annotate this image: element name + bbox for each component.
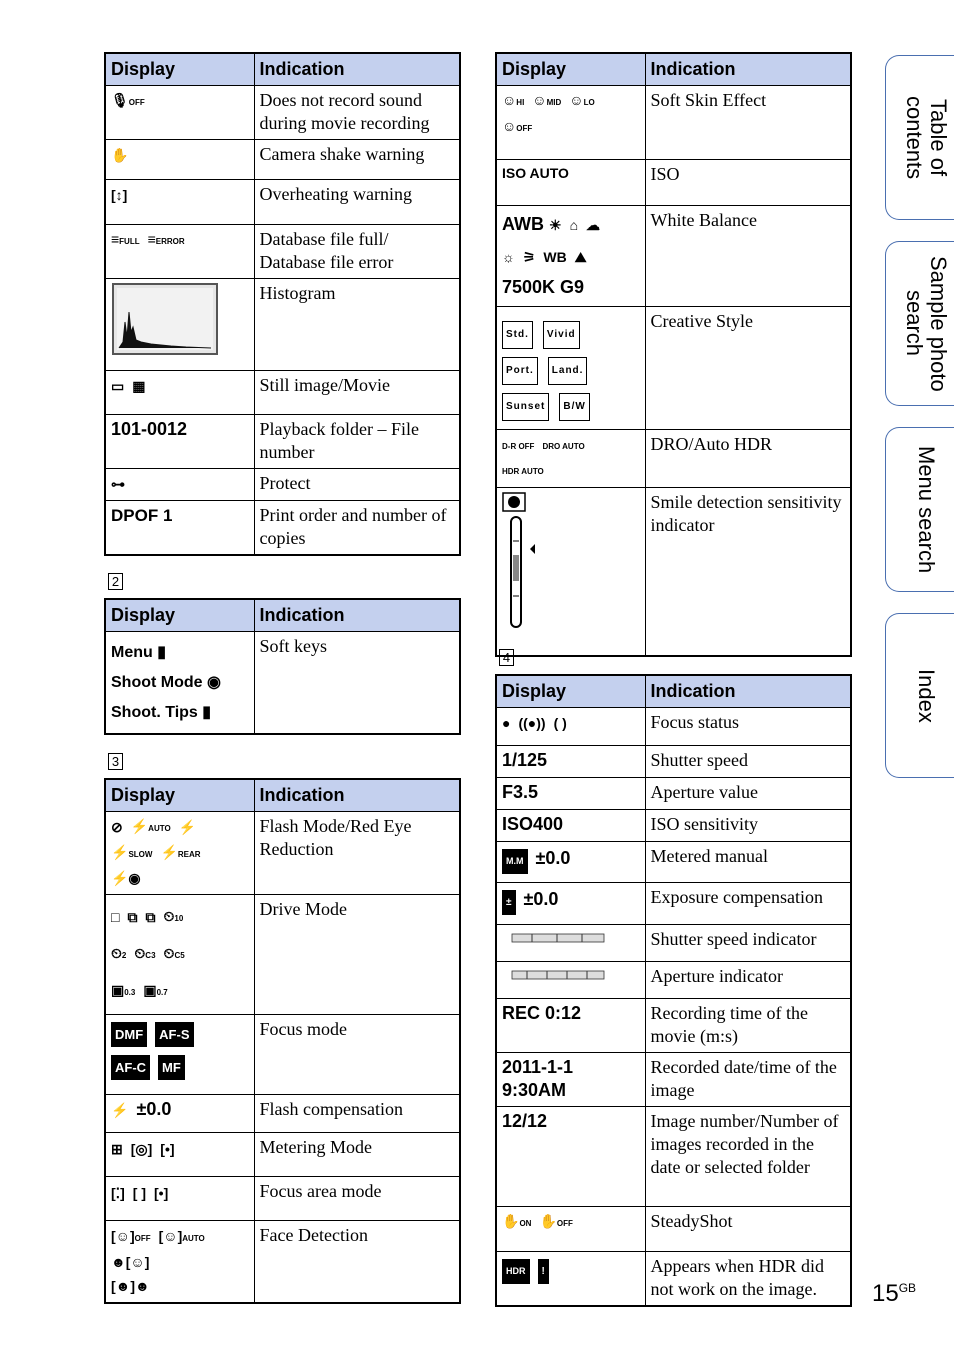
- table-row: REC 0:12 Recording time of the movie (m:s): [496, 999, 851, 1053]
- protect-key-icon: ⊶: [111, 476, 125, 493]
- table-row: Aperture indicator: [496, 962, 851, 999]
- focus-area-flexible-icon: [•]: [154, 1184, 169, 1201]
- exposure-compensation-icon: ±: [502, 890, 516, 915]
- continuous-icon: ⧉: [127, 909, 138, 925]
- tab-sample-photo-search[interactable]: Sample photo search: [885, 241, 954, 406]
- table-row: DMF AF-S AF-C MF Focus mode: [105, 1015, 460, 1095]
- table-row: □ ⧉ ⧉ ⏲10 ⏲2 ⏲C3 ⏲C5 ▣0.3 ▣0.7 Drive Mode: [105, 895, 460, 1015]
- table-shooting-settings: Display Indication ⊘ ⚡AUTO ⚡⚡SLOW ⚡REAR ⚡◉ Flash Mode/Red Eye Reduction □ ⧉ ⧉ ⏲10 ⏲2 ⏲C3 ⏲C5 ▣0.3 ▣0.7 Drive Mode DMF AF-S AF-C MF Focus mode ⚡ ±0.0 Flash compensation ⊞ [◎] [•] Metering Mode [⁚] [ ] [•] Focus area mode [☺]OFF [☺]AUTO☻[☺] [☻]☻ Face Detection: [104, 778, 461, 1304]
- folder-icon: ▭: [111, 378, 125, 395]
- focus-continuous-icon: ((●)): [518, 715, 546, 732]
- red-eye-icon: ⚡◉: [111, 870, 141, 887]
- table-row: Std. Vivid Port. Land. Sunset B/W Creative Style: [496, 306, 851, 429]
- flash-fill-icon: ⚡: [178, 819, 197, 836]
- dro-auto-icon: DRO AUTO: [542, 441, 585, 451]
- col-indication: Indication: [254, 53, 460, 86]
- flash-slow-icon: ⚡SLOW: [111, 843, 153, 860]
- table-row: [☺]OFF [☺]AUTO☻[☺] [☻]☻ Face Detection: [105, 1221, 460, 1304]
- focus-tracking-icon: ( ): [553, 715, 567, 732]
- table-row: 🎙OFF Does not record sound during movie recording: [105, 86, 460, 140]
- table-row: ▭ ▦ Still image/Movie: [105, 371, 460, 415]
- table-row: D-R OFF DRO AUTOHDR AUTO DRO/Auto HDR: [496, 429, 851, 488]
- self-timer-2-icon: ⏲2: [111, 944, 127, 961]
- bracket-03-icon: ▣0.3: [111, 982, 136, 999]
- table-row: 1/125 Shutter speed: [496, 746, 851, 778]
- table-row: HDR ! Appears when HDR did not work on the image.: [496, 1252, 851, 1307]
- table-row: ☺HI ☺MID ☺LO ☺OFF Soft Skin Effect: [496, 86, 851, 160]
- focus-mf: MF: [158, 1055, 185, 1080]
- flash-compensation-icon: ⚡: [111, 1102, 129, 1118]
- soft-skin-hi-icon: ☺HI: [502, 92, 525, 109]
- metered-manual-icon: M.M: [502, 849, 528, 874]
- wb-value: 7500K G9: [502, 276, 585, 297]
- table-row: ISO400 ISO sensitivity: [496, 810, 851, 842]
- soft-skin-mid-icon: ☺MID: [532, 92, 562, 109]
- table-playback-indicators: [104, 52, 461, 556]
- table-row: Shutter speed indicator: [496, 925, 851, 962]
- focus-area-multi-icon: [⁚]: [111, 1184, 125, 1201]
- speed-priority-icon: ⧉: [145, 909, 156, 925]
- hdr-warning-icon: HDR: [502, 1259, 530, 1284]
- dro-off-icon: D-R OFF: [502, 441, 535, 451]
- database-error-icon: ≡ERROR: [147, 231, 185, 248]
- table-row: Menu ▮ Shoot Mode ◉ Shoot. Tips ▮ Soft keys: [105, 632, 460, 734]
- table-row: 101-0012 Playback folder – File number: [105, 415, 460, 469]
- hdr-auto-icon: HDR AUTO: [502, 467, 544, 477]
- table-row: ⚡ ±0.0 Flash compensation: [105, 1095, 460, 1133]
- table-row: M.M ±0.0 Metered manual: [496, 842, 851, 883]
- style-sunset: Sunset: [502, 393, 549, 421]
- focus-dmf: DMF: [111, 1022, 147, 1047]
- softkey-shoot-tips: Shoot. Tips ▮: [111, 704, 212, 721]
- style-vivid: Vivid: [543, 321, 580, 349]
- single-shot-icon: □: [111, 909, 120, 925]
- table-row: ≡FULL ≡ERROR Database file full/ Database file error: [105, 225, 460, 279]
- tab-table-of-contents[interactable]: Table of contents: [885, 55, 954, 220]
- metering-spot-icon: [•]: [160, 1140, 175, 1157]
- awb-label: AWB: [502, 214, 544, 234]
- fluorescent-icon: ⚞: [522, 248, 536, 265]
- self-timer-c3-icon: ⏲C3: [134, 944, 156, 961]
- metering-multi-icon: ⊞: [111, 1140, 123, 1157]
- table-row: Histogram: [105, 279, 460, 371]
- table-image-settings: Display Indication ☺HI ☺MID ☺LO ☺OFF Soft Skin Effect ISO AUTO ISO AWB ☀ ⌂ ☁ ☼ ⚞ WB ⛰ 7500K G9 White Balance Std. Vivid Port. Land. Sunset B/W Creative Style D-R OFF DRO AUTOHDR AUTO DRO/Auto HDR Smile detection sensitivity indicator: [495, 52, 852, 657]
- table-row: [↕] Overheating warning: [105, 180, 460, 225]
- exclamation-icon: !: [538, 1259, 549, 1284]
- table-row: ✋ Camera shake warning: [105, 140, 460, 180]
- focus-locked-icon: ●: [502, 715, 511, 732]
- style-std: Std.: [502, 321, 533, 349]
- section-number-4: 4: [499, 649, 514, 666]
- self-timer-c5-icon: ⏲C5: [163, 944, 185, 961]
- steadyshot-on-icon: ✋ON: [502, 1213, 532, 1230]
- table-row: 2011-1-1 9:30AM Recorded date/time of the image: [496, 1053, 851, 1107]
- soft-skin-off-icon: ☺OFF: [502, 117, 533, 134]
- style-port: Port.: [502, 357, 538, 385]
- section-number-2: 2: [108, 573, 123, 590]
- table-row: DPOF 1 Print order and number of copies: [105, 501, 460, 556]
- metering-center-icon: [◎]: [130, 1140, 153, 1157]
- focus-afc: AF-C: [111, 1055, 150, 1080]
- overheating-icon: [↕]: [111, 187, 128, 204]
- table-row: 12/12 Image number/Number of images recorded in the date or selected folder: [496, 1107, 851, 1207]
- table-row: F3.5 Aperture value: [496, 778, 851, 810]
- table-row: ± ±0.0 Exposure compensation: [496, 883, 851, 925]
- cloudy-icon: ☁: [586, 217, 601, 234]
- softkey-menu: Menu ▮: [111, 644, 167, 661]
- mic-off-icon: 🎙OFF: [111, 92, 145, 109]
- page-number: $15^{GB}$: [872, 1280, 917, 1307]
- table-row: ⊘ ⚡AUTO ⚡⚡SLOW ⚡REAR ⚡◉ Flash Mode/Red Eye Reduction: [105, 812, 460, 895]
- self-timer-10-icon: ⏲10: [163, 907, 184, 924]
- style-land: Land.: [548, 357, 588, 385]
- flash-rear-icon: ⚡REAR: [160, 843, 201, 860]
- camera-shake-icon: ✋: [111, 147, 129, 164]
- soft-skin-lo-icon: ☺LO: [569, 92, 595, 109]
- style-bw: B/W: [559, 393, 589, 421]
- flash-auto-icon: ⚡AUTO: [130, 818, 171, 835]
- col-display: Display: [105, 53, 254, 86]
- table-row: AWB ☀ ⌂ ☁ ☼ ⚞ WB ⛰ 7500K G9 White Balance: [496, 206, 851, 307]
- table-soft-keys: Display Indication Menu ▮ Shoot Mode ◉ Shoot. Tips ▮ Soft keys: [104, 598, 461, 735]
- bracket-07-icon: ▣0.7: [143, 982, 168, 999]
- table-row: ⊞ [◎] [•] Metering Mode: [105, 1133, 460, 1177]
- histogram-icon: [111, 282, 219, 356]
- database-full-icon: ≡FULL: [111, 231, 140, 248]
- shade-icon: ⌂: [569, 217, 579, 234]
- face-priority-icon: ☻[☺]: [111, 1254, 150, 1270]
- movie-grid-icon: ▦: [132, 378, 146, 395]
- table-row: ✋ON ✋OFF SteadyShot: [496, 1207, 851, 1252]
- face-detection-auto-icon: [☺]AUTO: [158, 1227, 205, 1244]
- custom-wb-icon: ⛰: [574, 248, 587, 265]
- tab-menu-search[interactable]: Menu search: [885, 427, 954, 592]
- flash-wb-icon: WB: [543, 248, 567, 265]
- aperture-indicator: [502, 968, 612, 982]
- steadyshot-off-icon: ✋OFF: [539, 1213, 573, 1230]
- face-registered-icon: [☻]☻: [111, 1278, 150, 1295]
- iso-auto-label: ISO AUTO: [496, 160, 645, 206]
- table-exposure-info: Display Indication ● ((●)) ( ) Focus status 1/125 Shutter speed F3.5 Aperture value ISO400 ISO sensitivity M.M ±0.0 Metered manual ± ±0.0 Exposure compensation Shutter speed indicator Aperture indicator REC 0:12 Recording time of the movie (m:s) 2011-1-1 9:30AM Recorded date/time of the image 12/12 Image number/Number of images recorded in the date or selected folder ✋ON ✋OFF SteadyShot HDR ! Appears when HDR did not work on the image.: [495, 674, 852, 1307]
- focus-afs: AF-S: [155, 1022, 193, 1047]
- shutter-speed-indicator: [502, 931, 612, 945]
- table-row: ● ((●)) ( ) Focus status: [496, 708, 851, 746]
- table-row: [⁚] [ ] [•] Focus area mode: [105, 1177, 460, 1221]
- face-detection-off-icon: [☺]OFF: [111, 1227, 151, 1244]
- focus-area-center-icon: [ ]: [132, 1184, 146, 1201]
- tab-index[interactable]: Index: [885, 613, 954, 778]
- daylight-icon: ☀: [549, 217, 562, 234]
- smile-sensitivity-indicator: [502, 491, 542, 631]
- table-row: Smile detection sensitivity indicator: [496, 488, 851, 656]
- softkey-shoot-mode: Shoot Mode ◉: [111, 674, 221, 691]
- section-number-3: 3: [108, 753, 123, 770]
- table-row: ⊶ Protect: [105, 469, 460, 501]
- incandescent-icon: ☼: [502, 248, 515, 265]
- table-row: ISO AUTO ISO: [496, 160, 851, 206]
- flash-off-icon: ⊘: [111, 819, 123, 836]
